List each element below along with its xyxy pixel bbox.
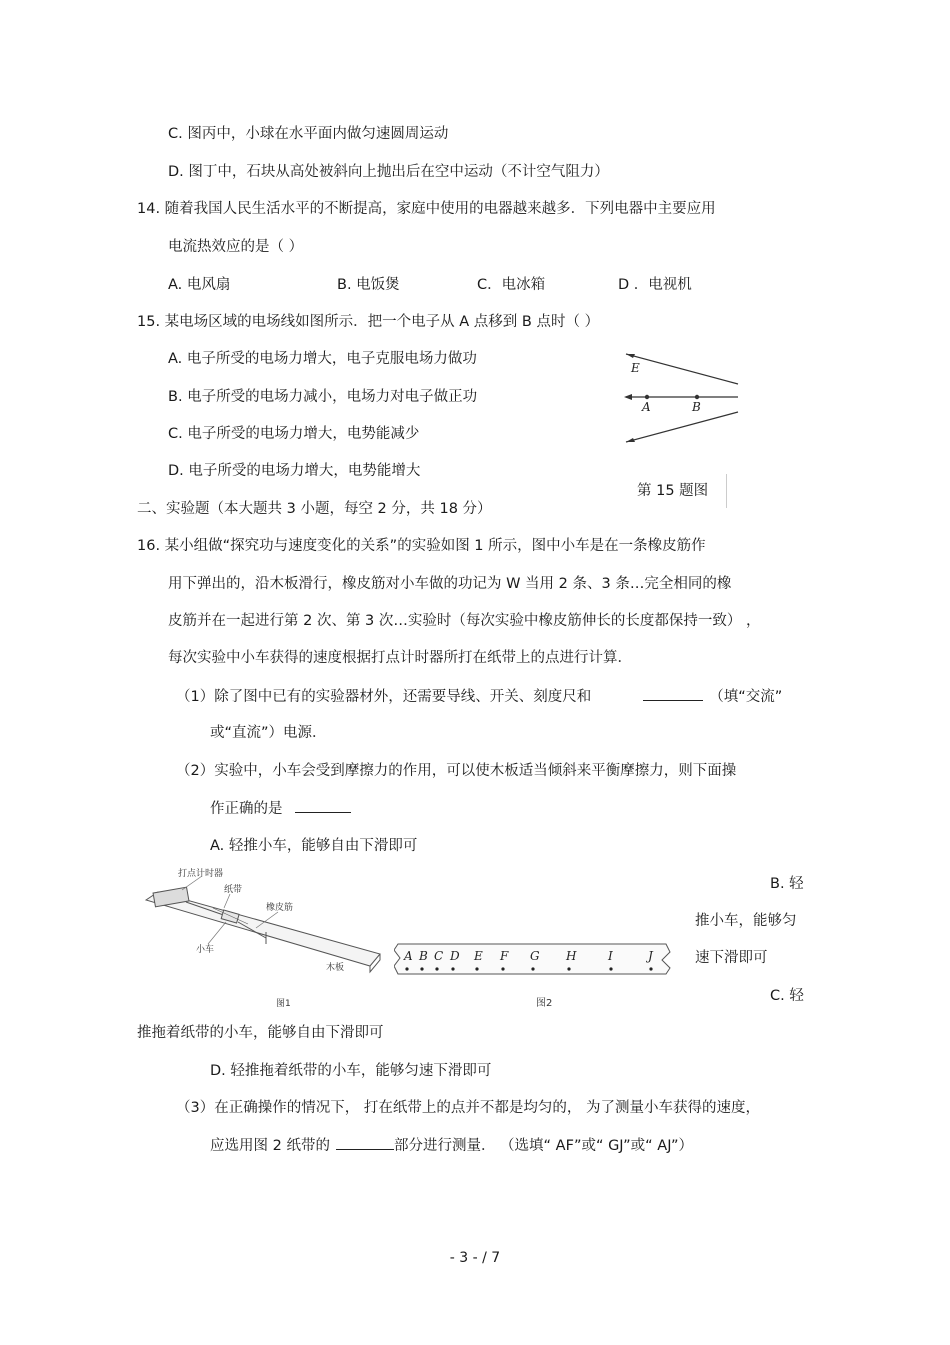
section-2-heading: 二、实验题（本大题共 3 小题，每空 2 分，共 18 分） — [137, 501, 492, 517]
q16-part1-text: （1）除了图中已有的实验器材外，还需要导线、开关、刻度尺和 — [176, 689, 592, 705]
q16-stem-line4: 每次实验中小车获得的速度根据打点计时器所打在纸带上的点进行计算． — [168, 650, 632, 666]
label-car: 小车 — [196, 945, 215, 955]
label-rubber-band: 橡皮筋 — [266, 903, 294, 913]
q16-option-b-part3: 速下滑即可 — [695, 950, 768, 966]
figure-15-caption: 第 15 题图 — [625, 474, 727, 508]
q14-stem-line2: 电流热效应的是（ ） — [168, 239, 304, 255]
label-b: B — [692, 400, 701, 414]
q14-stem-line1: 14. 随着我国人民生活水平的不断提高，家庭中使用的电器越来越多．下列电器中主要应用 — [137, 201, 716, 217]
q16-part3-text: 应选用图 2 纸带的 — [210, 1138, 330, 1154]
q14-option-b: B. 电饭煲 — [337, 277, 400, 293]
q16-part2-text: 作正确的是 — [210, 801, 283, 817]
label-e: E — [631, 361, 640, 375]
leader-tape — [224, 894, 230, 908]
tape-point-dot — [405, 967, 408, 970]
field-line-top — [626, 354, 738, 384]
tape-point-dot — [451, 967, 454, 970]
tape-point-label: E — [474, 949, 483, 963]
tape-point-label: B — [419, 949, 428, 963]
tape-point-label: D — [450, 949, 460, 963]
tape-point-dot — [649, 967, 652, 970]
label-timer: 打点计时器 — [178, 869, 224, 879]
tape-point-dot — [501, 967, 504, 970]
q16-part1-line2: 或“直流”）电源． — [210, 725, 327, 741]
q16-stem-line1: 16. 某小组做“探究功与速度变化的关系”的实验如图 1 所示，图中小车是在一条橡皮筋作 — [137, 538, 706, 554]
figure2-caption: 图2 — [536, 998, 553, 1009]
tape-point-label: C — [434, 949, 444, 963]
q14-option-c: C．电冰箱 — [477, 277, 546, 293]
arrow-head-middle — [624, 394, 632, 400]
point-a-dot — [645, 395, 649, 399]
q16-part1-line1 — [176, 686, 782, 707]
q16-option-c-part1: C. 轻 — [770, 988, 804, 1004]
q16-part3-answer-blank[interactable] — [336, 1135, 394, 1150]
q15-option-d: D. 电子所受的电场力增大，电势能增大 — [168, 463, 421, 479]
q15-option-c: C. 电子所受的电场力增大，电势能减少 — [168, 426, 420, 442]
label-board: 木板 — [326, 963, 345, 973]
tape-point-dot — [420, 967, 423, 970]
field-line-bottom — [626, 412, 738, 442]
tape-point-label: H — [566, 949, 577, 963]
tape-point-dot — [435, 967, 438, 970]
tape-point-label: A — [404, 949, 413, 963]
q16-part1-hint: （填“交流” — [709, 689, 783, 705]
wooden-board — [146, 892, 380, 966]
paper-tape-figure — [394, 938, 674, 1018]
q16-option-c-part2: 推拖着纸带的小车，能够自由下滑即可 — [137, 1025, 384, 1041]
arrow-head-bottom — [626, 438, 635, 442]
q13-option-c: C. 图丙中，小球在水平面内做匀速圆周运动 — [168, 126, 449, 142]
experiment-setup-figure — [138, 862, 388, 1012]
q16-part3-line2 — [210, 1135, 693, 1156]
q16-option-b-part2: 推小车，能够匀 — [695, 913, 797, 929]
tape-point-dot — [567, 967, 570, 970]
label-a: A — [642, 400, 651, 414]
q16-stem-line3: 皮筋并在一起进行第 2 次、第 3 次…实验时（每次实验中橡皮筋伸长的长度都保持一致） ， — [168, 613, 761, 629]
tape-point-label: G — [530, 949, 540, 963]
q14-option-d: D ．电视机 — [618, 277, 692, 293]
q15-stem: 15. 某电场区域的电场线如图所示．把一个电子从 A 点移到 B 点时（ ） — [137, 314, 600, 330]
q14-option-a: A. 电风扇 — [168, 277, 231, 293]
q16-option-a: A. 轻推小车，能够自由下滑即可 — [210, 838, 418, 854]
q16-option-d: D. 轻推拖着纸带的小车，能够匀速下滑即可 — [210, 1063, 492, 1079]
q15-option-a: A. 电子所受的电场力增大，电子克服电场力做功 — [168, 351, 477, 367]
q16-part2-line1: （2）实验中，小车会受到摩擦力的作用，可以使木板适当倾斜来平衡摩擦力，则下面操 — [176, 763, 737, 779]
tape-point-dot — [531, 967, 534, 970]
q16-part2-line2 — [210, 798, 351, 819]
q13-option-d: D. 图丁中，石块从高处被斜向上抛出后在空中运动（不计空气阻力） — [168, 164, 609, 180]
q16-part3-hint: 部分进行测量． （选填“ AF”或“ GJ”或“ AJ”） — [393, 1138, 694, 1154]
arrow-head-top — [626, 354, 635, 358]
tape-point-label: I — [608, 949, 613, 963]
tape-point-dot — [475, 967, 478, 970]
leader-car — [208, 922, 226, 944]
q16-part1-answer-blank[interactable] — [643, 686, 703, 701]
q16-option-b-part1: B. 轻 — [770, 876, 804, 892]
tape-point-label: J — [648, 949, 653, 963]
label-tape: 纸带 — [224, 885, 243, 895]
q15-option-b: B. 电子所受的电场力减小，电场力对电子做正功 — [168, 389, 478, 405]
q16-stem-line2: 用下弹出的，沿木板滑行，橡皮筋对小车做的功记为 W 当用 2 条、3 条…完全相同的橡 — [168, 576, 732, 592]
figure1-caption: 图1 — [276, 999, 291, 1009]
page-number: - 3 - / 7 — [449, 1250, 501, 1266]
point-b-dot — [695, 395, 699, 399]
q16-part3-line1: （3）在正确操作的情况下， 打在纸带上的点并不都是均匀的， 为了测量小车获得的速度， — [176, 1100, 760, 1116]
q16-part2-answer-blank[interactable] — [295, 798, 351, 813]
tape-point-dot — [609, 967, 612, 970]
tape-point-label: F — [500, 949, 509, 963]
